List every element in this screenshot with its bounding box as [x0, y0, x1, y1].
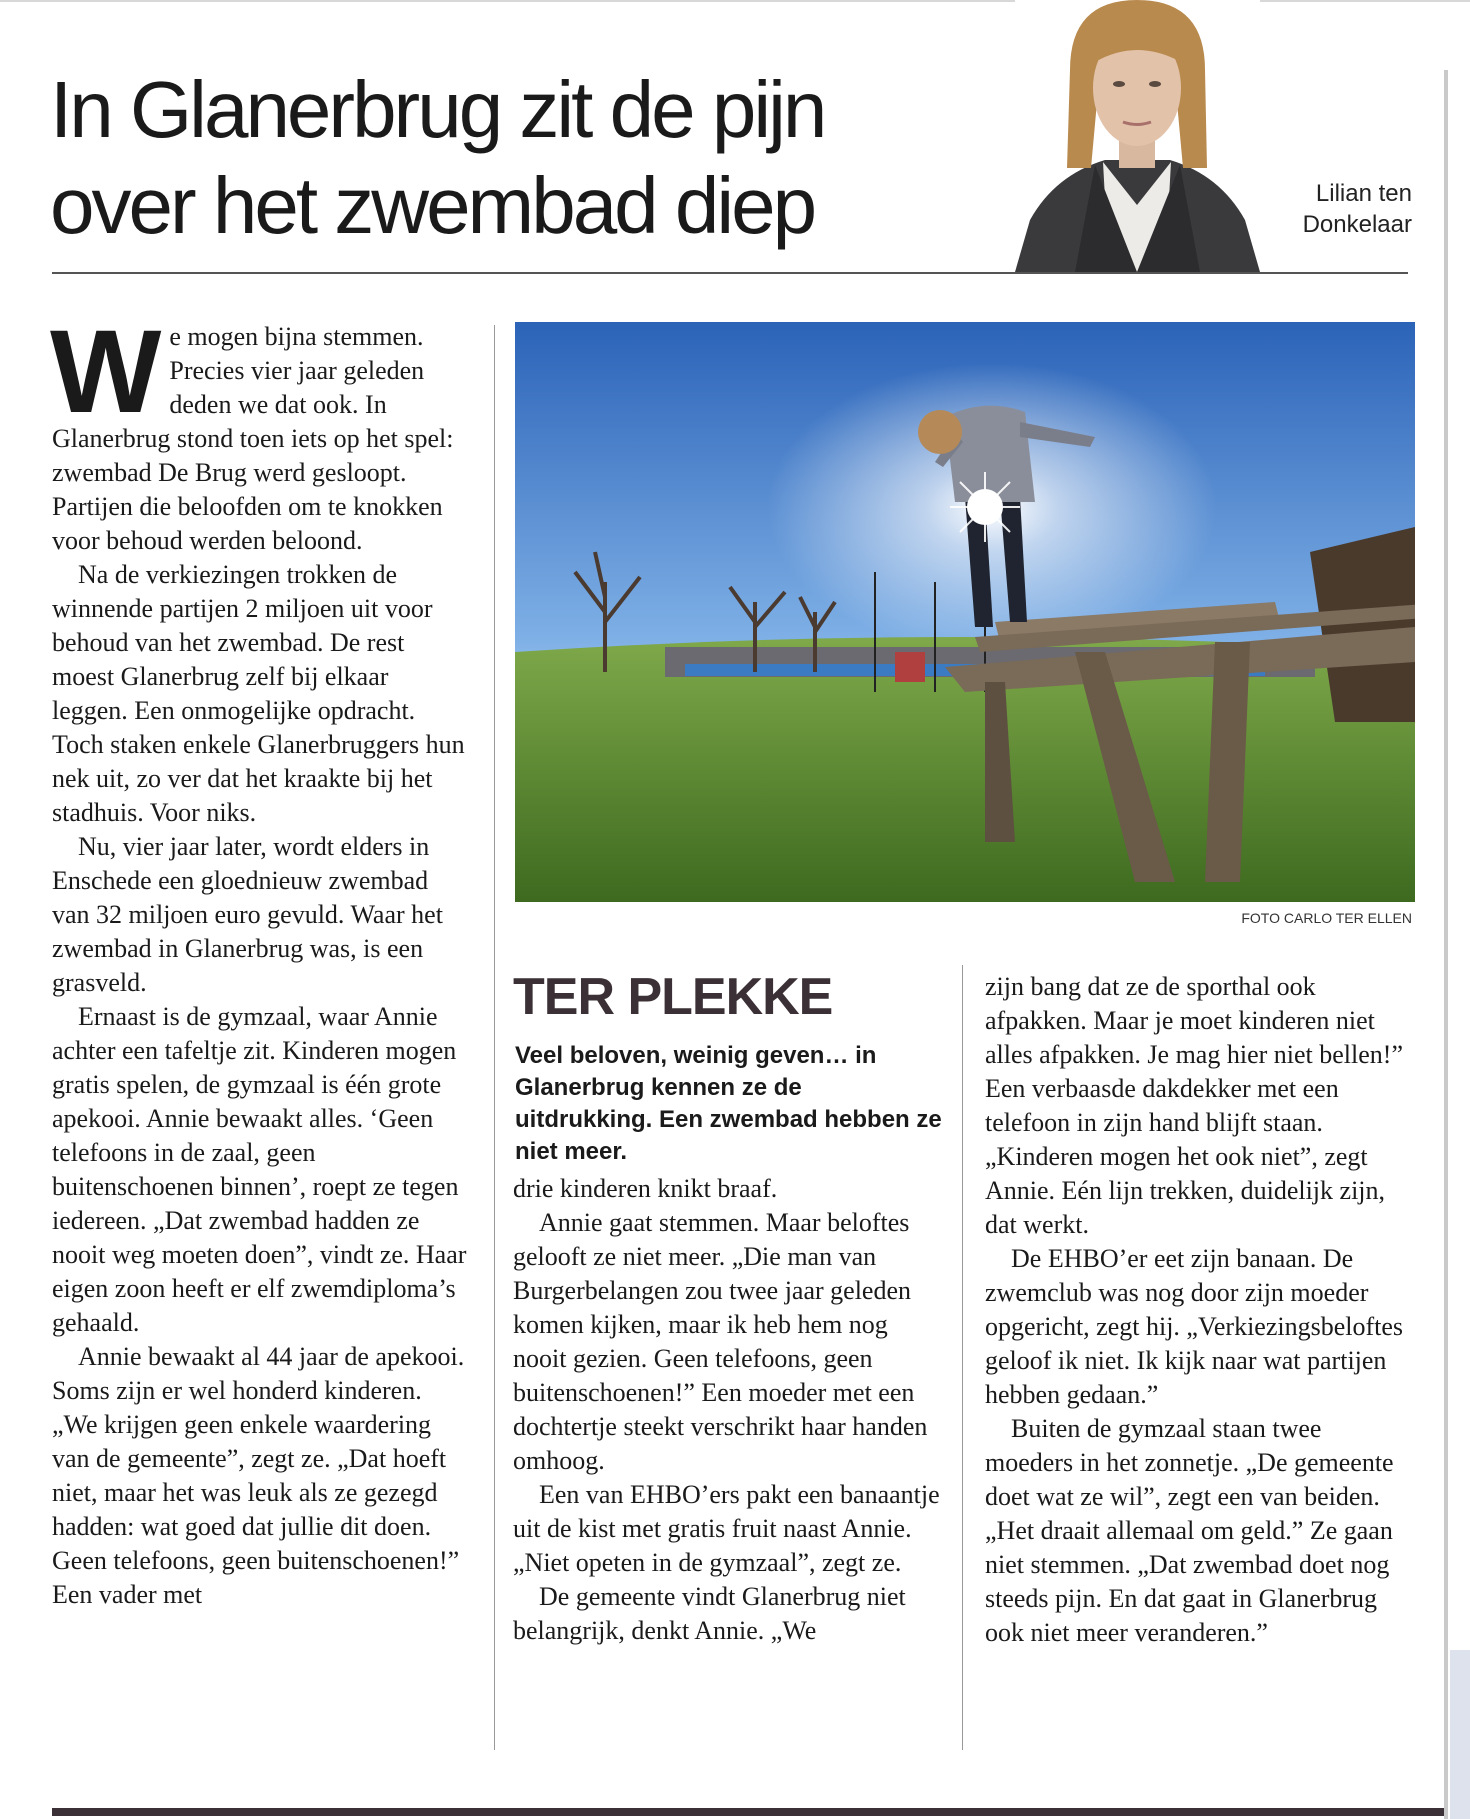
- paragraph: Annie gaat stemmen. Maar beloftes gelooft ze niet meer. „Die man van Burgerbelangen zou twee jaar geleden komen kijken, maar ik heb hem nog nooit gezien. Geen telefoons, geen buitenschoenen!” Een moeder met een dochtertje steekt verschrikt haar handen omhoog.: [513, 1208, 928, 1475]
- paragraph: Buiten de gymzaal staan twee moeders in het zonnetje. „De gemeente doet wat ze wil”, zegt een van beiden. „Het draait allemaal om geld.” Ze gaan niet stemmen. „Dat zwembad doet nog steeds pijn. En dat gaat in Glanerbrug ook niet meer veranderen.”: [985, 1414, 1394, 1647]
- headline: [50, 62, 970, 254]
- paragraph: zijn bang dat ze de sporthal ook afpakken. Maar je moet kinderen niet alles afpakken. Je mag hier niet bellen!” Een verbaasde dakdekker met een telefoon in zijn hand blijft staan. „Kinderen mogen het ook niet”, zegt Annie. Eén lijn trekken, duidelijk zijn, dat werkt.: [985, 972, 1403, 1239]
- article-photo: [515, 322, 1415, 902]
- drop-cap: W: [50, 306, 162, 438]
- author-portrait: [1015, 0, 1260, 272]
- section-title: TER PLEKKE: [513, 968, 833, 1026]
- paragraph: De gemeente vindt Glanerbrug niet belangrijk, denkt Annie. „We: [513, 1582, 906, 1645]
- article-column-3: [985, 970, 1413, 1650]
- article-column-2: [513, 1172, 941, 1648]
- author-byline: [1270, 178, 1412, 240]
- page-edge-accent: [1450, 1650, 1470, 1819]
- headline-line-2: over het zwembad diep: [50, 161, 815, 250]
- column-divider: [962, 965, 963, 1750]
- section-intro: Veel beloven, weinig geven… in Glanerbrug kennen ze de uitdrukking. Een zwembad hebben ze niet meer.: [515, 1042, 942, 1165]
- paragraph: Nu, vier jaar later, wordt elders in Enschede een gloednieuw zwembad van 32 miljoen euro gevuld. Waar het zwembad in Glanerbrug was, is een grasveld.: [52, 832, 443, 997]
- headline-line-1: In Glanerbrug zit de pijn: [50, 65, 825, 154]
- paragraph: De EHBO’er eet zijn banaan. De zwemclub was nog door zijn moeder opgericht, zegt hij. „Verkiezingsbeloftes geloof ik niet. Ik kijk naar wat partijen hebben gedaan.”: [985, 1244, 1404, 1409]
- paragraph: Ernaast is de gymzaal, waar Annie achter een tafeltje zit. Kinderen mogen gratis spelen, de gymzaal is één grote apekooi. Annie bewaakt alles. ‘Geen telefoons in de zaal, geen buitenschoenen binnen’, roept ze tegen iedereen. „Dat zwembad hadden ze nooit weg moeten doen”, vindt ze. Haar eigen zoon heeft er elf zwemdiploma’s gehaald.: [52, 1002, 467, 1337]
- column-divider: [494, 325, 495, 1750]
- article-column-1: [50, 306, 470, 1612]
- paragraph-text: e mogen bijna stemmen. Precies vier jaar geleden deden we dat ook. In Glanerbrug stond toen iets op het spel: zwembad De Brug werd gesloopt. Partijen die beloofden om te knokken voor behoud werden beloond.: [52, 322, 454, 555]
- lead-paragraph: [50, 306, 470, 558]
- bottom-rule: [52, 1808, 1444, 1816]
- headline-rule: [52, 272, 1408, 274]
- author-name-line-2: Donkelaar: [1302, 211, 1412, 238]
- paragraph: Annie bewaakt al 44 jaar de apekooi. Soms zijn er wel honderd kinderen. „We krijgen geen enkele waardering van de gemeente”, zegt ze. „Dat hoeft niet, maar het was leuk als ze gezegd hadden: wat goed dat jullie dit doen. Geen telefoons, geen buitenschoenen!” Een vader met: [52, 1342, 465, 1609]
- author-name-line-1: Lilian ten: [1315, 180, 1412, 207]
- photo-credit: FOTO CARLO TER ELLEN: [1241, 910, 1412, 926]
- paragraph: drie kinderen knikt braaf.: [513, 1174, 778, 1203]
- page-edge-bar: [1444, 70, 1448, 1819]
- paragraph: Een van EHBO’ers pakt een banaantje uit de kist met gratis fruit naast Annie. „Niet opeten in de gymzaal”, zegt ze.: [513, 1480, 940, 1577]
- paragraph: Na de verkiezingen trokken de winnende partijen 2 miljoen uit voor behoud van het zwembad. De rest moest Glanerbrug zelf bij elkaar leggen. Een onmogelijke opdracht. Toch staken enkele Glanerbruggers hun nek uit, zo ver dat het kraakte bij het stadhuis. Voor niks.: [52, 560, 465, 827]
